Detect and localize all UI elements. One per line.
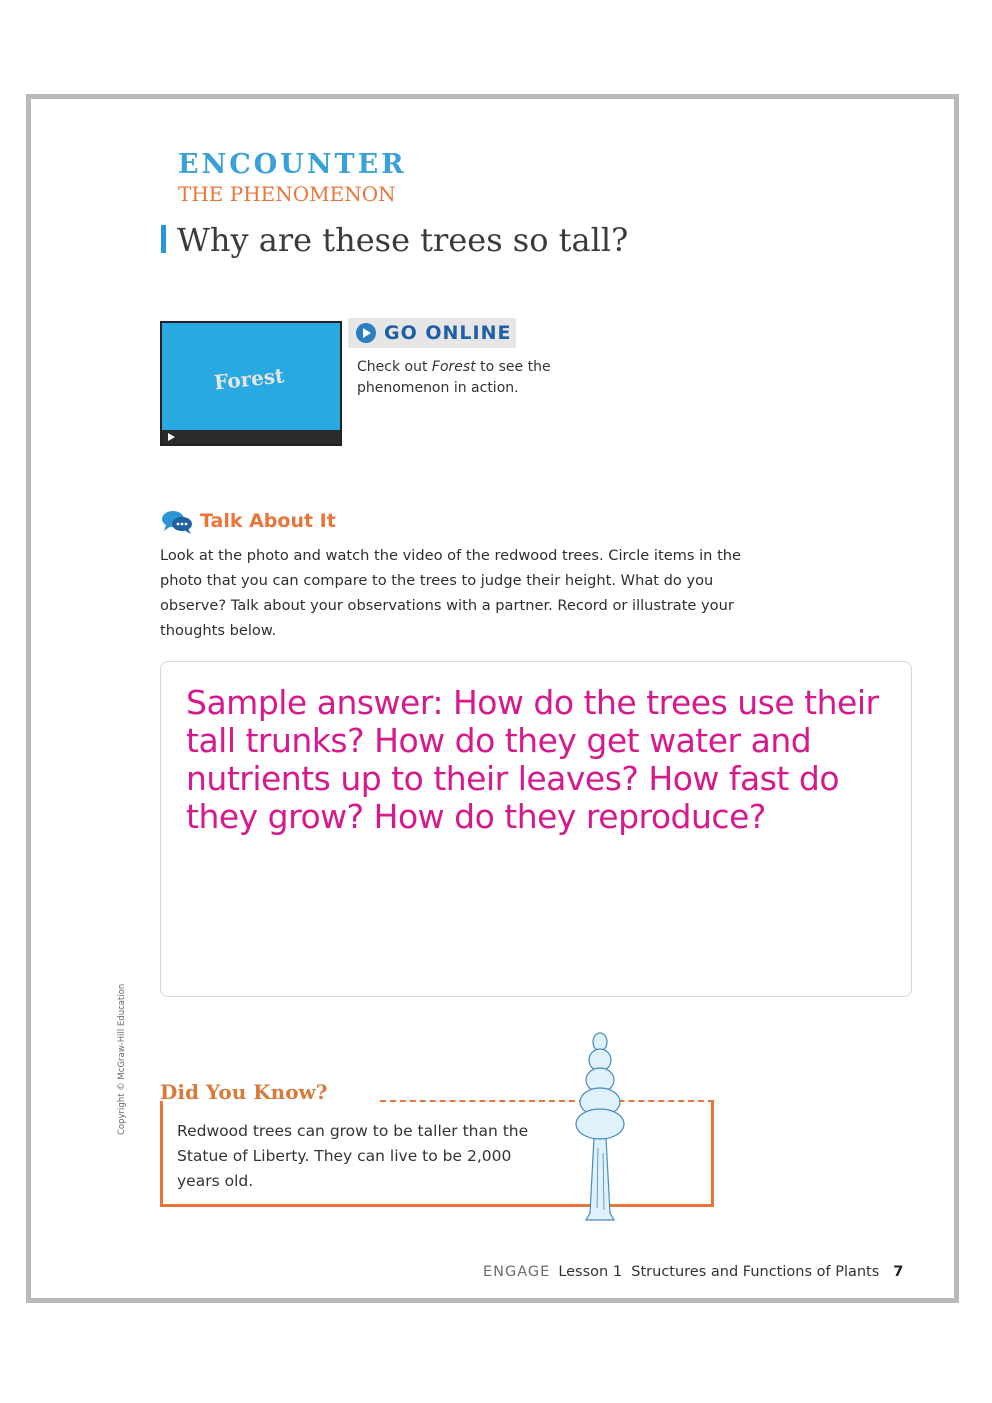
footer-lesson-title: Structures and Functions of Plants (631, 1264, 880, 1280)
page-title: Why are these trees so tall? (177, 221, 629, 259)
speech-bubbles-icon (161, 509, 193, 535)
title-accent-bar (161, 225, 166, 253)
play-circle-icon (356, 323, 376, 343)
go-online-description (357, 357, 597, 399)
did-you-know-text: Redwood trees can grow to be taller than the Statue of Liberty. They can live to be 2,000 years old. (177, 1122, 529, 1190)
page-footer (483, 1264, 903, 1280)
section-label-phenomenon: THE PHENOMENON (178, 182, 396, 206)
page-number: 7 (893, 1264, 904, 1280)
section-label-encounter: ENCOUNTER (178, 149, 407, 180)
footer-section: ENGAGE (483, 1264, 551, 1280)
talk-about-it-heading: Talk About It (200, 510, 336, 532)
talk-about-it-body: Look at the photo and watch the video of the redwood trees. Circle items in the photo that you can compare to the trees to judge their height. What do you observe? Talk about your observations with a partner. Record or illustrate your thoughts below. (160, 547, 742, 639)
footer-lesson: Lesson 1 (558, 1264, 623, 1280)
go-online-text-italic: Forest (431, 359, 476, 375)
video-thumbnail[interactable] (160, 321, 342, 446)
did-you-know-heading: Did You Know? (160, 1080, 328, 1104)
video-control-bar[interactable] (162, 430, 340, 444)
go-online-text-after: to see the phenomenon in action. (357, 359, 551, 396)
redwood-tree-icon (560, 1028, 640, 1223)
sample-answer-text: Sample answer: How do the trees use their tall trunks? How do they get water and nutrients up to their leaves? How fast do they grow? How do they reproduce? (186, 683, 879, 836)
go-online-label: GO ONLINE (384, 322, 512, 344)
copyright-notice: Copyright © McGraw-Hill Education (117, 983, 127, 1135)
play-icon[interactable] (168, 433, 175, 441)
go-online-link[interactable] (348, 318, 516, 348)
go-online-text-before: Check out (357, 359, 432, 375)
video-title: Forest (212, 363, 286, 395)
